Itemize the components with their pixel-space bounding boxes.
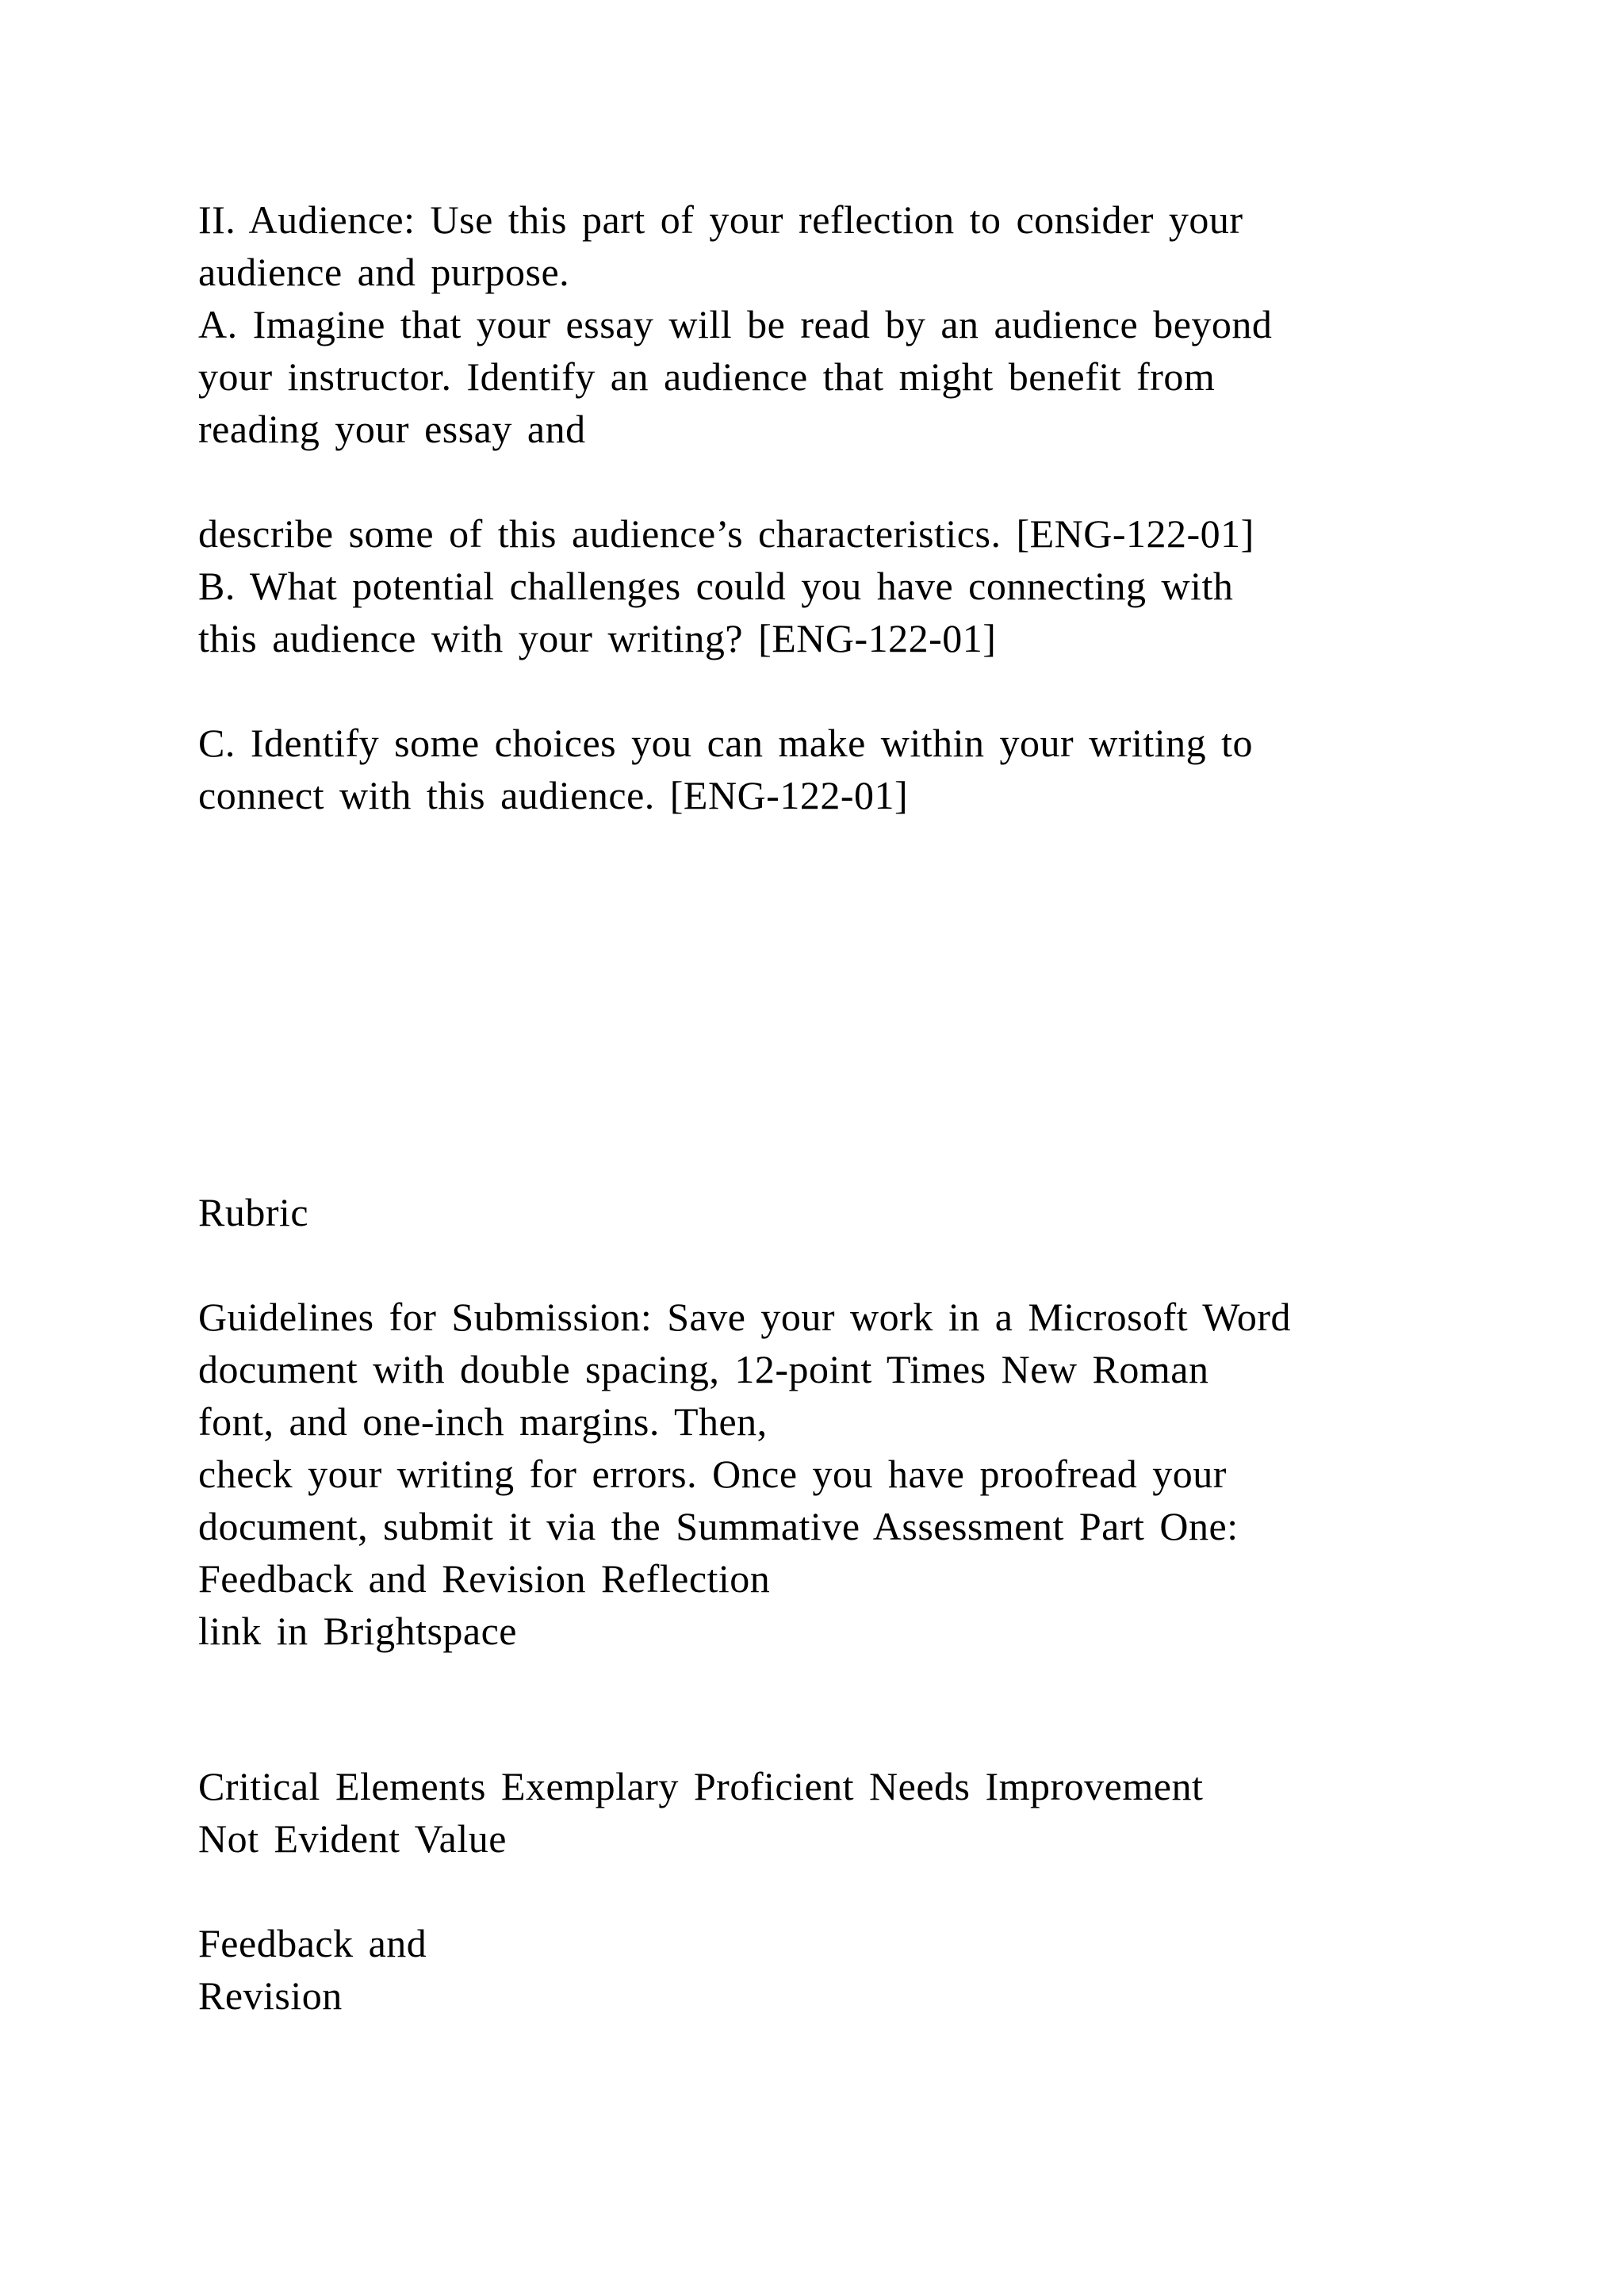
audience-item-a-line: your instructor. Identify an audience that might benefit from	[198, 354, 1216, 399]
audience-section	[198, 193, 1586, 821]
audience-item-c-line: connect with this audience. [ENG-122-01]	[198, 773, 909, 817]
guidelines-line: link in Brightspace	[198, 1609, 517, 1653]
audience-line: audience and purpose.	[198, 250, 570, 294]
rubric-row-label-line: Revision	[198, 1973, 343, 2018]
guidelines-line: Feedback and Revision Reflection	[198, 1556, 771, 1601]
rubric-table-header-line: Not Evident Value	[198, 1816, 507, 1861]
blank-line	[198, 455, 1586, 507]
rubric-row-label-line: Feedback and	[198, 1921, 427, 1965]
rubric-table-header	[198, 1760, 1586, 1865]
audience-item-a-line: describe some of this audience’s characteristics. [ENG-122-01]	[198, 511, 1254, 556]
audience-item-c-line: C. Identify some choices you can make within your writing to	[198, 721, 1254, 765]
guidelines-line: document with double spacing, 12-point Times New Roman	[198, 1347, 1209, 1391]
guidelines-line: check your writing for errors. Once you have proofread your	[198, 1452, 1227, 1496]
rubric-table-row	[198, 1917, 1586, 2022]
guidelines-line: Guidelines for Submission: Save your work in a Microsoft Word	[198, 1295, 1292, 1339]
rubric-heading: Rubric	[198, 1190, 309, 1234]
guidelines-line: font, and one-inch margins. Then,	[198, 1399, 768, 1444]
audience-line: II. Audience: Use this part of your reflection to consider your	[198, 197, 1243, 242]
guidelines-section	[198, 1291, 1586, 1657]
guidelines-line: document, submit it via the Summative Assessment Part One:	[198, 1504, 1239, 1548]
audience-item-b-line: this audience with your writing? [ENG-122-01]	[198, 616, 997, 660]
audience-item-a-line: A. Imagine that your essay will be read by an audience beyond	[198, 302, 1273, 346]
blank-line	[198, 664, 1586, 717]
audience-item-b-line: B. What potential challenges could you have connecting with	[198, 564, 1234, 608]
audience-item-a-line: reading your essay and	[198, 407, 586, 451]
rubric-section	[198, 1186, 1586, 1238]
rubric-table-header-line: Critical Elements Exemplary Proficient Needs Improvement	[198, 1764, 1204, 1808]
